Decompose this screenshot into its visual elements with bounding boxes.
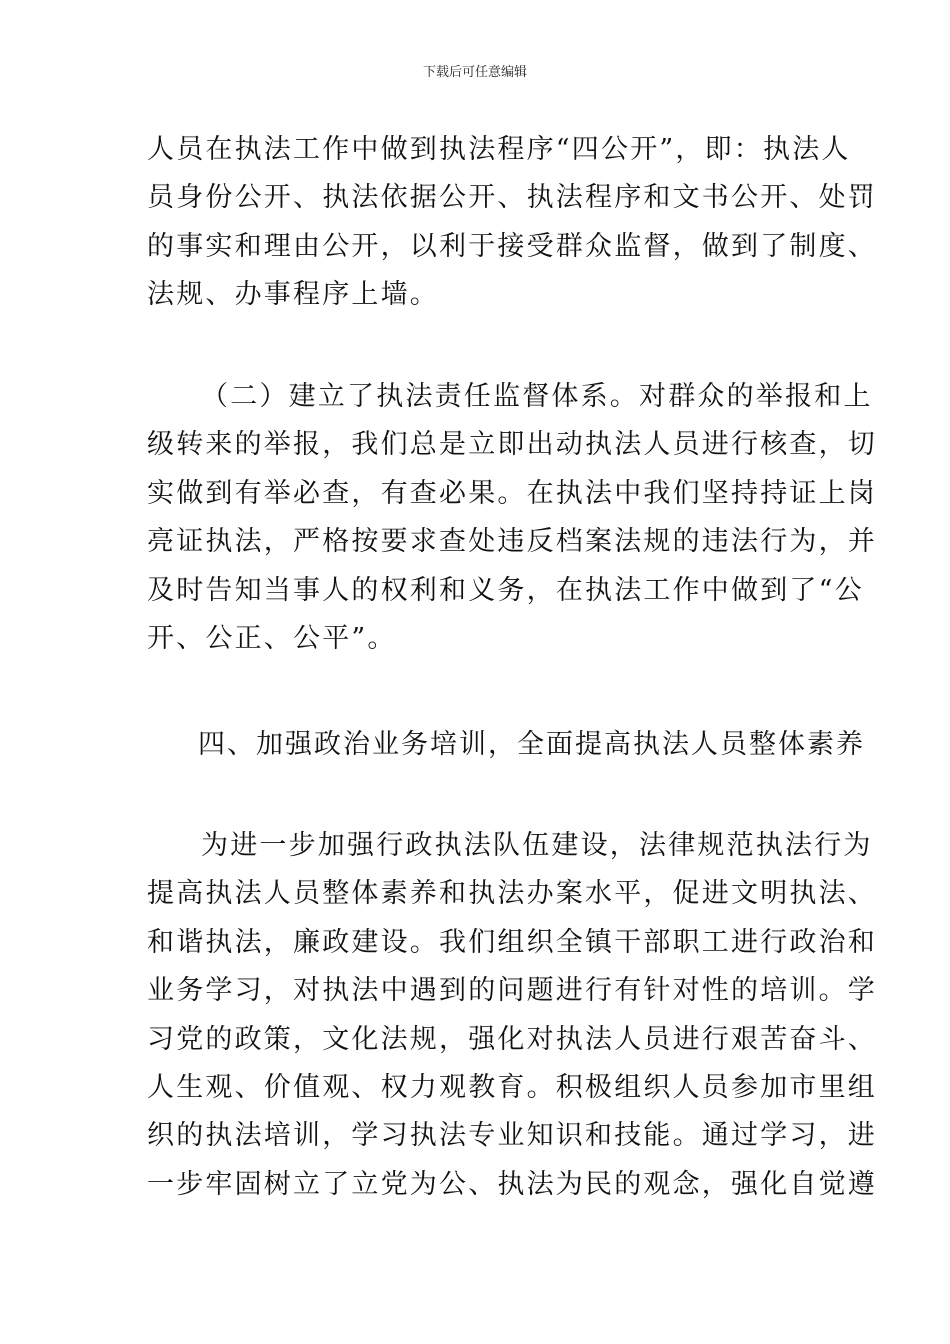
paragraph-line: 提高执法人员整体素养和执法办案水平，促进文明执法、 (147, 878, 877, 910)
paragraph-line: 及时告知当事人的权利和义务，在执法工作中做到了“公 (147, 574, 864, 606)
paragraph-line: （二）建立了执法责任监督体系。对群众的举报和上 (201, 381, 873, 412)
section-heading: 四、加强政治业务培训，全面提高执法人员整体素养 (198, 729, 865, 760)
paragraph-line: 开、公正、公平”。 (147, 623, 397, 655)
paragraph-line: 法规、办事程序上墙。 (147, 279, 439, 311)
paragraph-line: 亮证执法，严格按要求查处违反档案法规的违法行为，并 (147, 526, 877, 558)
paragraph-line: 一步牢固树立了立党为公、执法为民的观念，强化自觉遵 (147, 1168, 877, 1200)
paragraph-line: 业务学习，对执法中遇到的问题进行有针对性的培训。学 (147, 975, 877, 1007)
paragraph-line: 习党的政策，文化法规，强化对执法人员进行艰苦奋斗、 (147, 1023, 877, 1055)
paragraph-supervision-system (147, 373, 877, 663)
paragraph-line: 织的执法培训，学习执法专业知识和技能。通过学习，进 (147, 1120, 877, 1152)
paragraph-line: 级转来的举报，我们总是立即出动执法人员进行核查，切 (147, 429, 877, 461)
paragraph-continuation (147, 126, 877, 320)
paragraph-training (147, 822, 877, 1209)
paragraph-line: 为进一步加强行政执法队伍建设，法律规范执法行为 (201, 830, 873, 861)
paragraph-line: 和谐执法，廉政建设。我们组织全镇干部职工进行政治和 (147, 926, 877, 958)
page-header-note: 下载后可任意编辑 (422, 65, 527, 80)
paragraph-line: 人员在执法工作中做到执法程序“四公开”，即：执法人 (147, 134, 851, 165)
paragraph-line: 的事实和理由公开，以利于接受群众监督，做到了制度、 (147, 230, 877, 262)
paragraph-line: 员身份公开、执法依据公开、执法程序和文书公开、处罚 (147, 182, 877, 214)
paragraph-line: 人生观、价值观、权力观教育。积极组织人员参加市里组 (147, 1072, 877, 1104)
paragraph-line: 实做到有举必查，有查必果。在执法中我们坚持持证上岗 (147, 477, 877, 509)
